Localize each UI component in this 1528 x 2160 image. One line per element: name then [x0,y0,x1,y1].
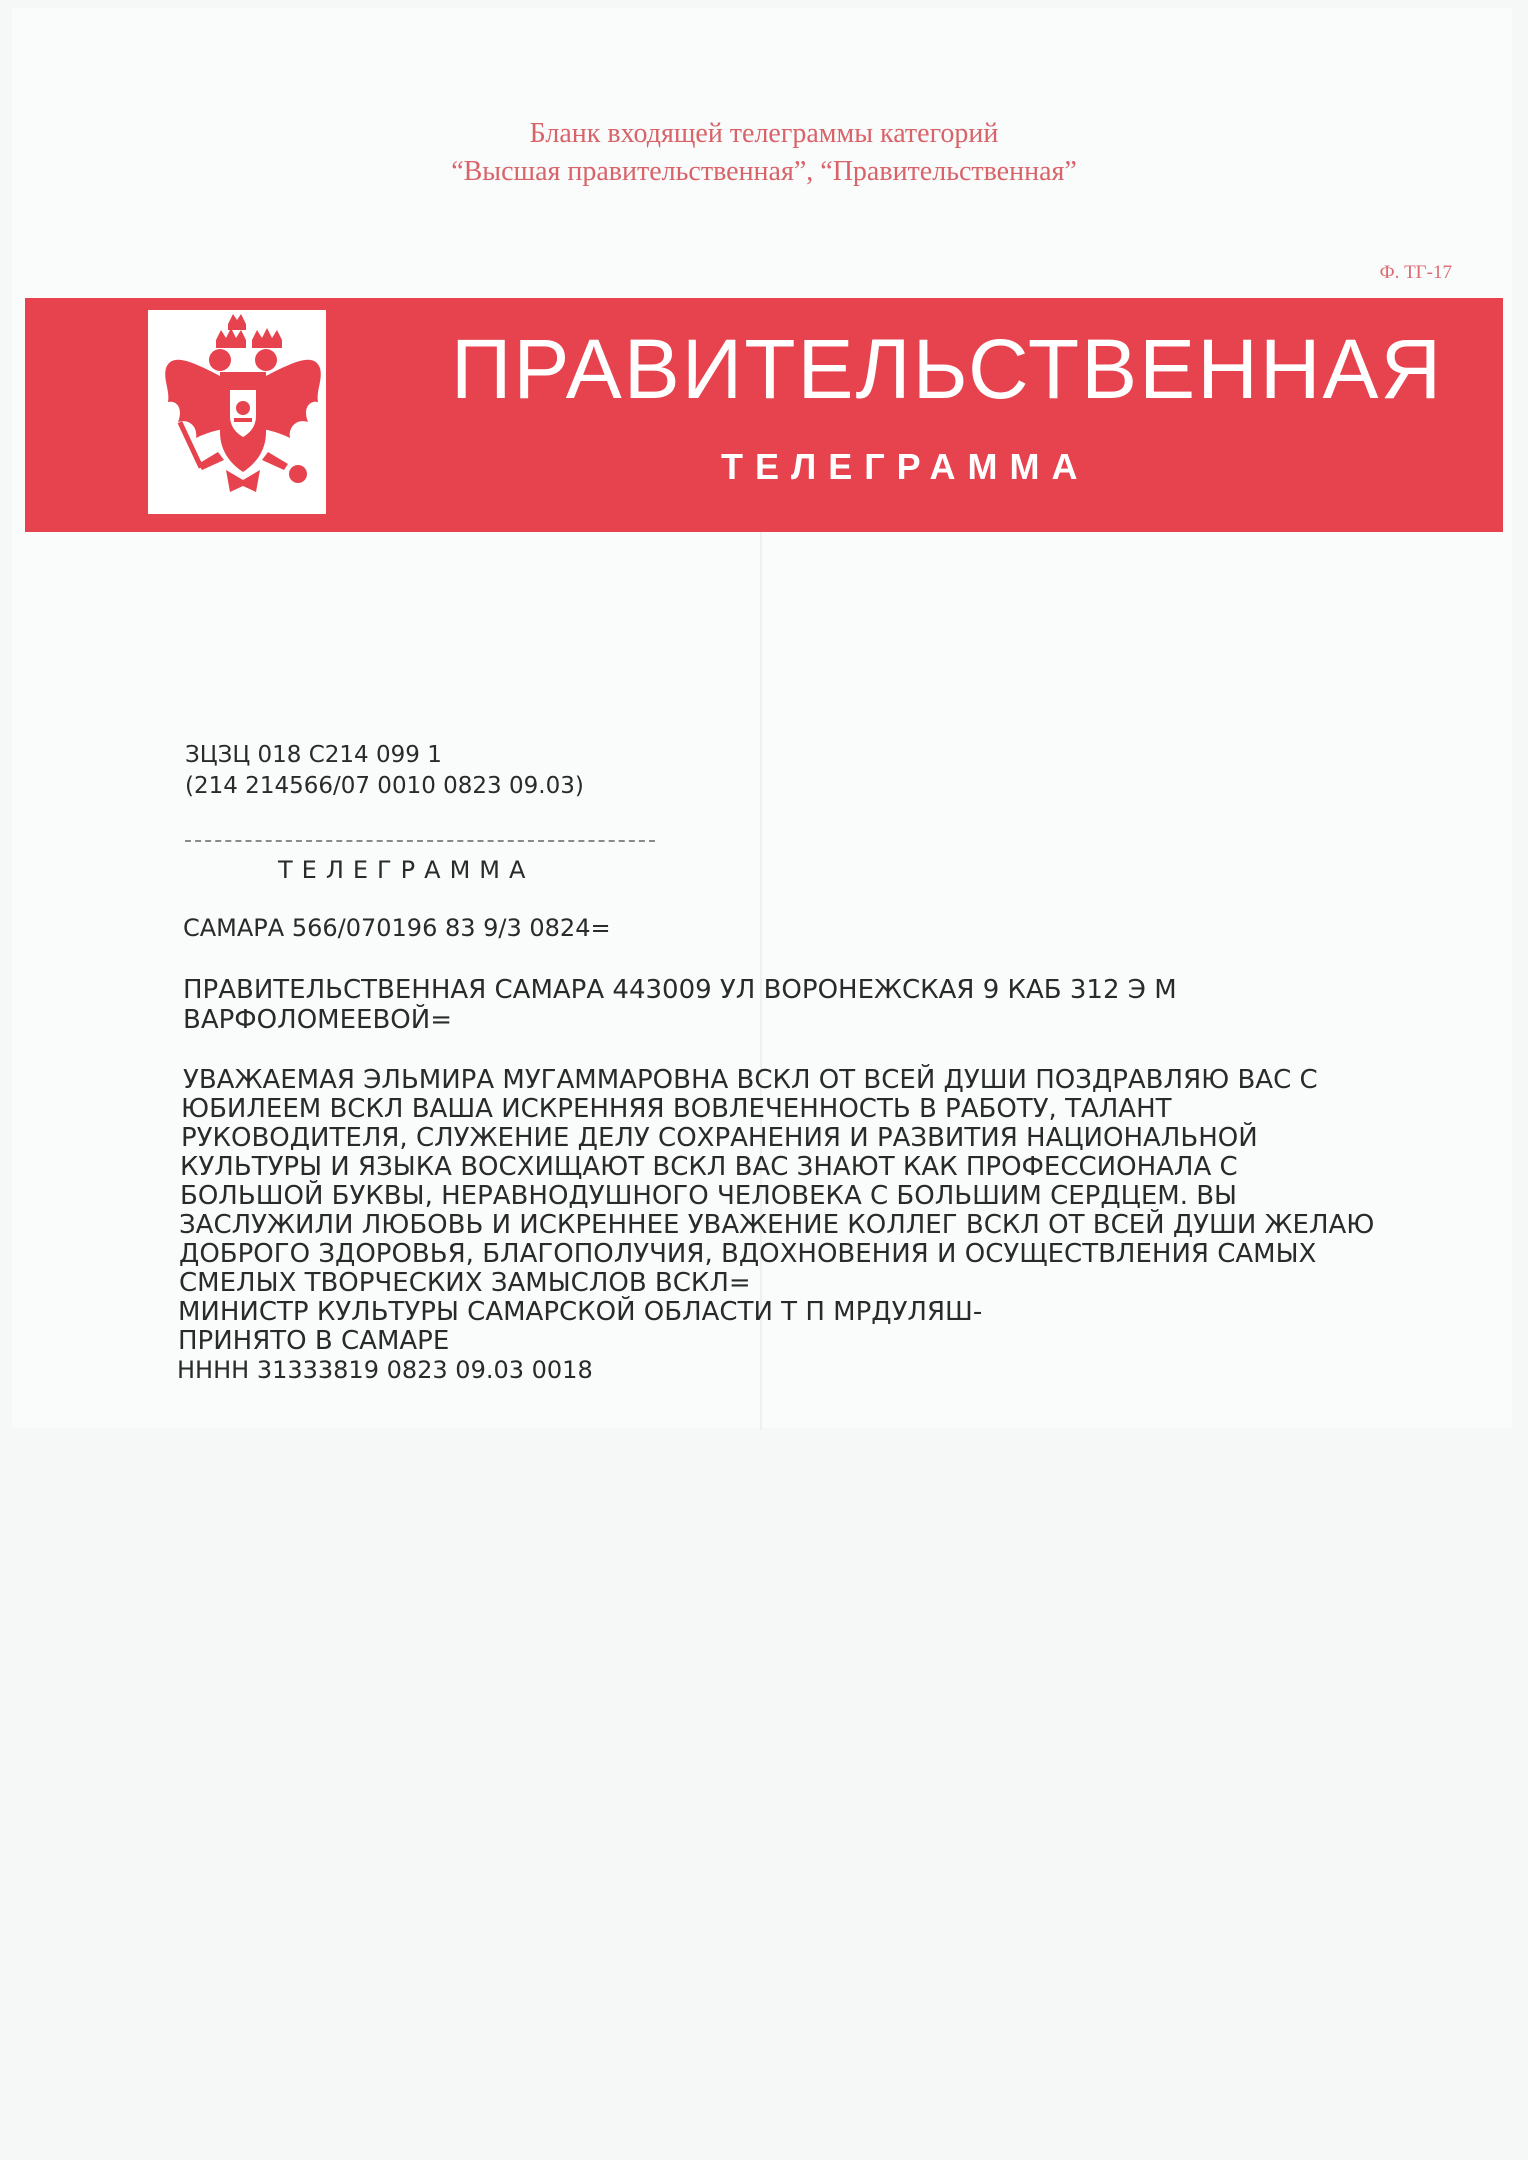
form-code: Ф. ТГ-17 [1379,262,1452,283]
message-line-2: ЮБИЛЕЕМ ВСКЛ ВАША ИСКРЕННЯЯ ВОВЛЕЧЕННОСТЬ В РАБОТУ, ТАЛАНТ [181,1094,1172,1124]
address-line-2: ВАРФОЛОМЕЕВОЙ= [183,1005,452,1035]
message-line-8: СМЕЛЫХ ТВОРЧЕСКИХ ЗАМЫСЛОВ ВСКЛ= [179,1268,751,1298]
message-line-7: ДОБРОГО ЗДОРОВЬЯ, БЛАГОПОЛУЧИЯ, ВДОХНОВЕНИЯ И ОСУЩЕСТВЛЕНИЯ САМЫХ [179,1239,1317,1269]
address-line-1: ПРАВИТЕЛЬСТВЕННАЯ САМАРА 443009 УЛ ВОРОНЕЖСКАЯ 9 КАБ 312 Э М [183,975,1177,1005]
separator-line [185,840,655,842]
telegram-label: ТЕЛЕГРАММА [278,856,535,884]
footer-code-line: НННН 31333819 0823 09.03 0018 [177,1356,593,1384]
service-code-line-1: ЗЦЗЦ 018 С214 099 1 [185,742,442,768]
coat-of-arms-icon [148,310,326,514]
service-code-line-2: (214 214566/07 0010 0823 09.03) [185,773,584,799]
blank-header [0,115,1528,191]
government-banner [25,298,1503,532]
message-line-3: РУКОВОДИТЕЛЯ, СЛУЖЕНИЕ ДЕЛУ СОХРАНЕНИЯ И РАЗВИТИЯ НАЦИОНАЛЬНОЙ [181,1123,1258,1153]
message-line-4: КУЛЬТУРЫ И ЯЗЫКА ВОСХИЩАЮТ ВСКЛ ВАС ЗНАЮТ КАК ПРОФЕССИОНАЛА С [180,1152,1238,1182]
message-line-6: ЗАСЛУЖИЛИ ЛЮБОВЬ И ИСКРЕННЕЕ УВАЖЕНИЕ КОЛЛЕГ ВСКЛ ОТ ВСЕЙ ДУШИ ЖЕЛАЮ [179,1210,1375,1240]
message-line-5: БОЛЬШОЙ БУКВЫ, НЕРАВНОДУШНОГО ЧЕЛОВЕКА С БОЛЬШИМ СЕРДЦЕМ. ВЫ [180,1181,1237,1211]
origin-line: САМАРА 566/070196 83 9/3 0824= [183,914,611,942]
received-line: ПРИНЯТО В САМАРЕ [178,1326,450,1356]
message-line-1: УВАЖАЕМАЯ ЭЛЬМИРА МУГАММАРОВНА ВСКЛ ОТ ВСЕЙ ДУШИ ПОЗДРАВЛЯЮ ВАС С [183,1065,1318,1095]
blank-header-line-1: Бланк входящей телеграммы категорий [529,118,999,149]
banner-subtitle: ТЕЛЕГРАММА [721,446,1090,487]
banner-title: ПРАВИТЕЛЬСТВЕННАЯ [451,322,1444,416]
blank-header-line-2: “Высшая правительственная”, “Правительственная” [451,156,1077,187]
signature-line: МИНИСТР КУЛЬТУРЫ САМАРСКОЙ ОБЛАСТИ Т П МРДУЛЯШ- [178,1297,983,1327]
